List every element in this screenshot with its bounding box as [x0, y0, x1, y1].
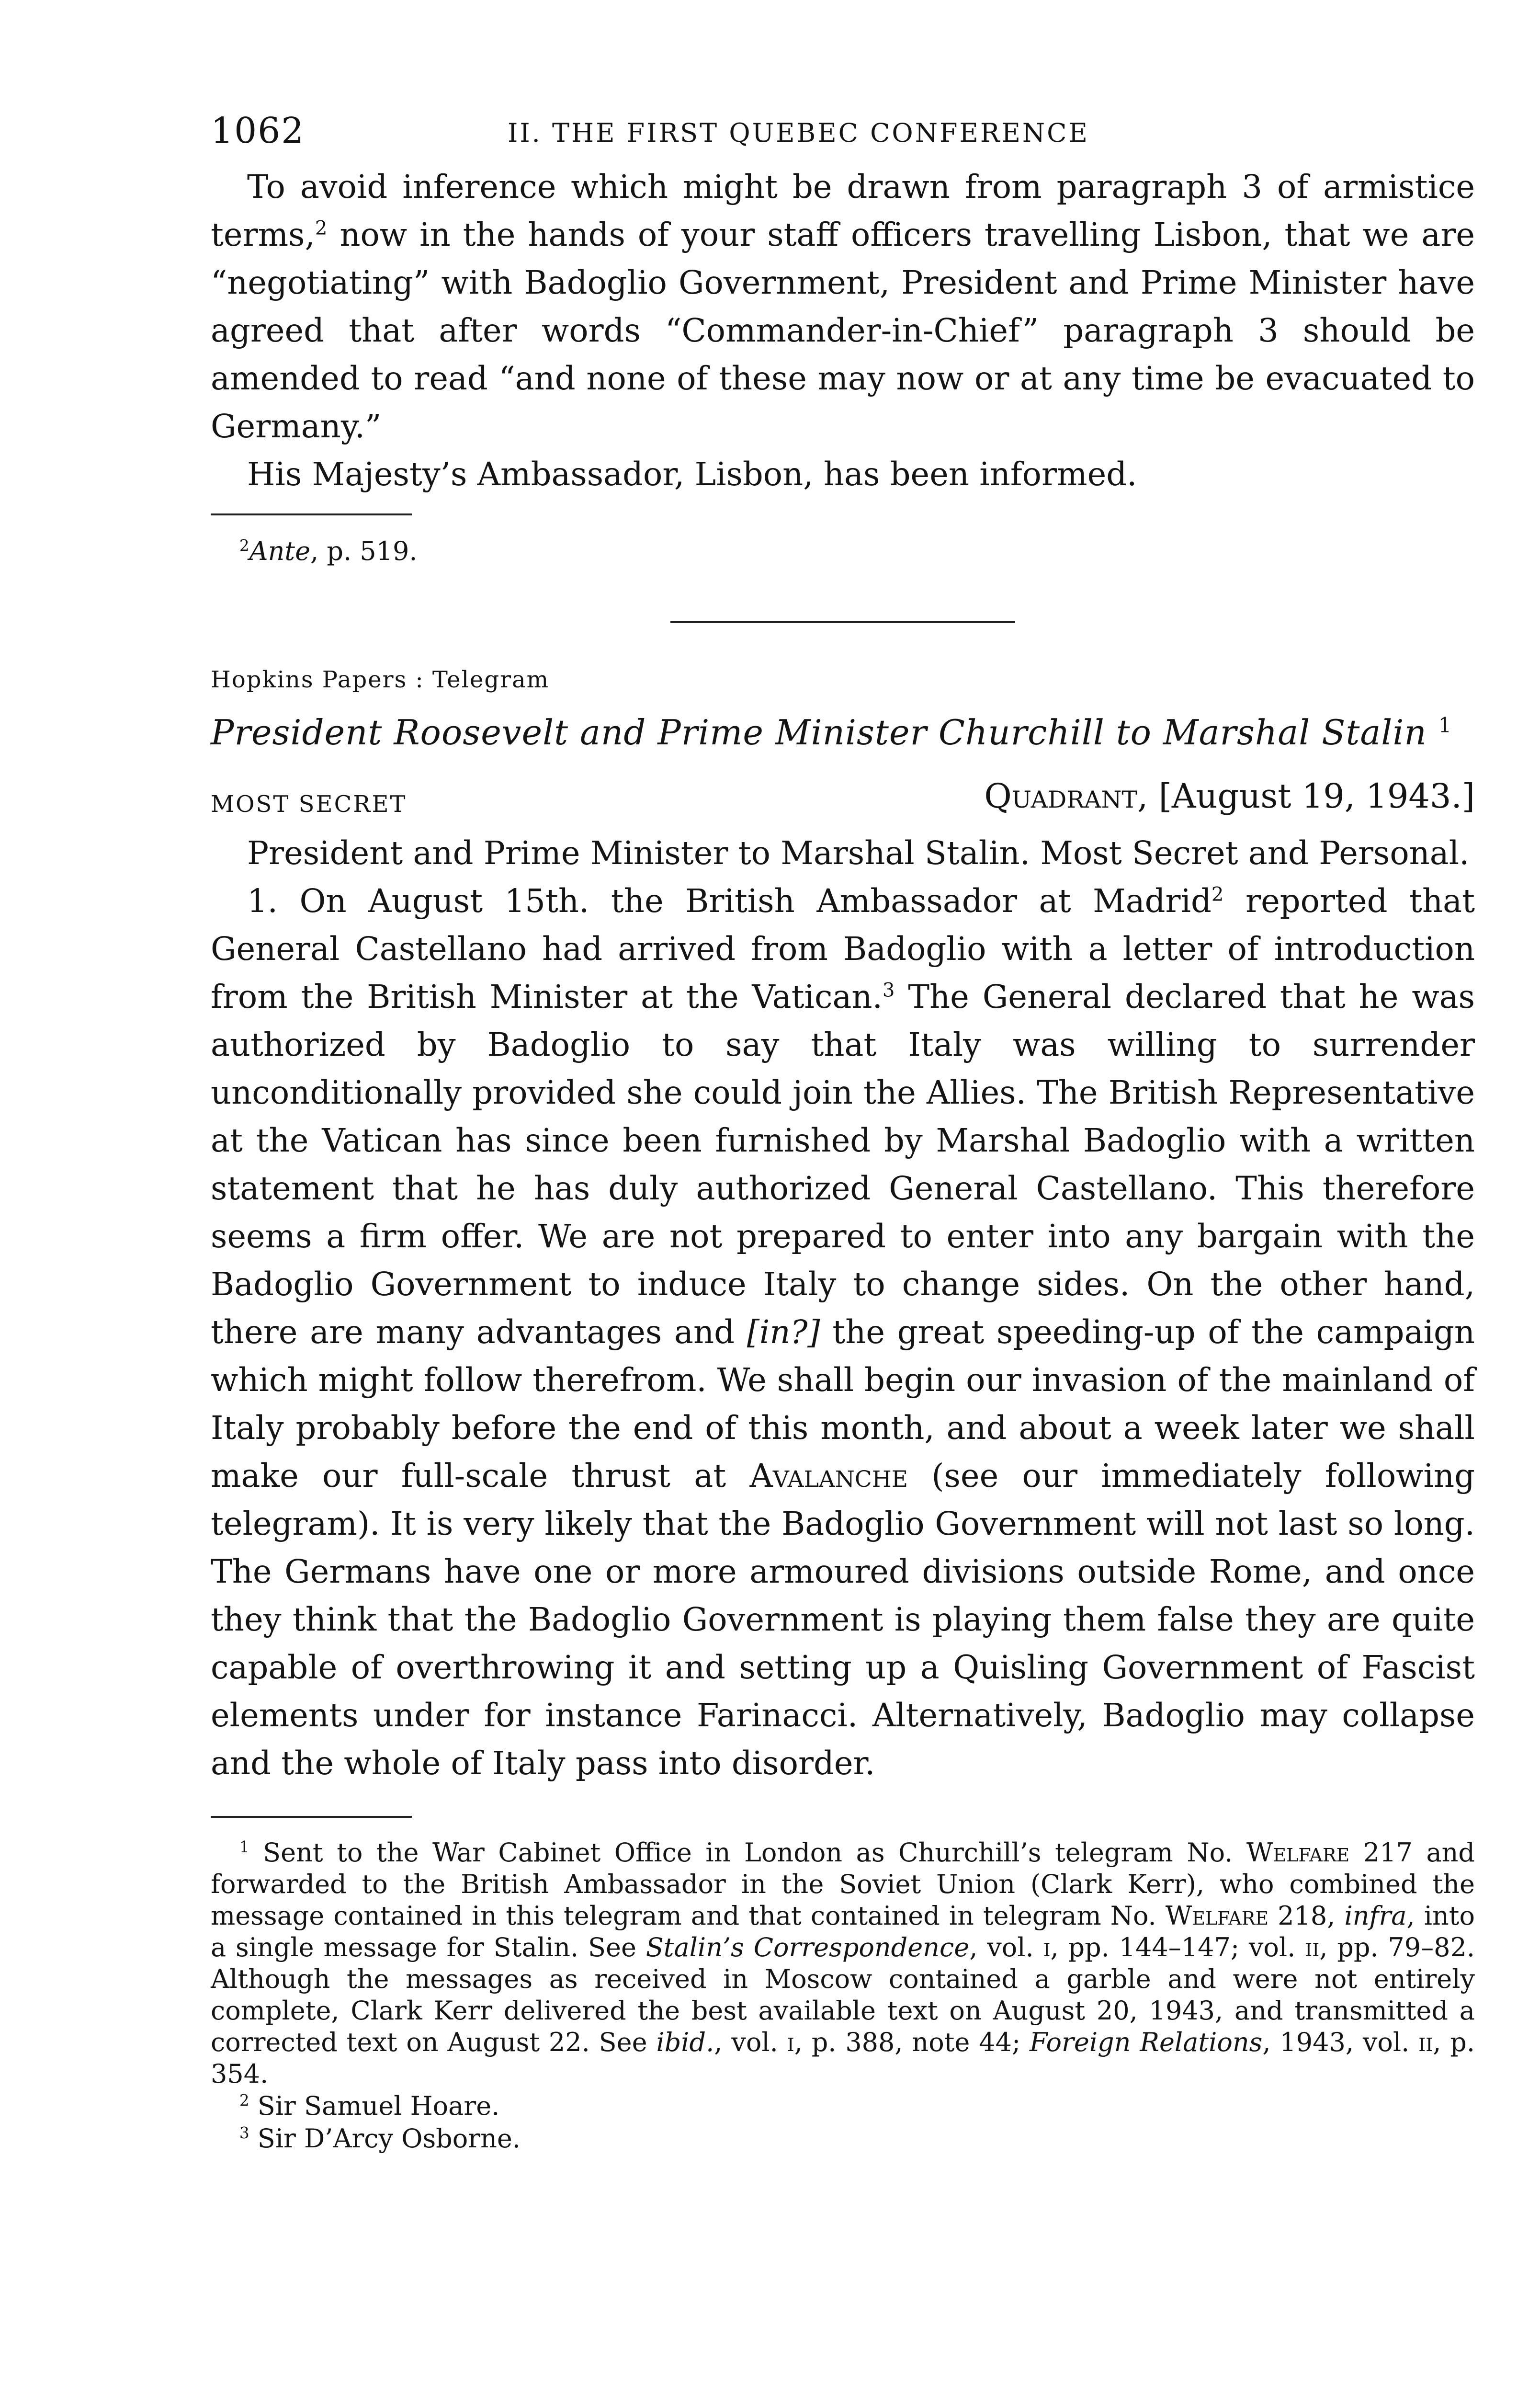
document-source: Hopkins Papers : Telegram — [211, 666, 550, 693]
footnote-1: $^1$ Sent to the War Cabinet Office in London as Churchill’s telegram No. Welfare 217 and forwarded to the British Ambassador in the Soviet Union (Clark Kerr), who combined the message contained in this telegram and that contained in telegram No. Welfare 218, infra, into a single message for Stalin. See Stalin’s Correspondence, vol. i, pp. 144–147; vol. ii, pp. 79–82. Although the messages as received in Moscow contained a garble and were not entirely complete, Clark Kerr delivered the best available text on August 20, 1943, and transmitted a corrected text on August 22. See ibid., vol. i, p. 388, note 44; Foreign Relations, 1943, vol. ii, p. 354. — [211, 1837, 1475, 2089]
running-head — [211, 105, 1475, 163]
footnote-ref: 2 — [1211, 883, 1224, 906]
classification: MOST SECRET — [211, 791, 407, 818]
footnote-ante: $^2$Ante, p. 519. — [239, 536, 418, 566]
footnote-ref: 1 — [1438, 714, 1452, 738]
main-paragraph: 1. On August 15th. the British Ambassador at Madrid$^2$ reported that General Castellano had arrived from Badoglio with a letter of introduction from the British Minister at the Vatican.$^3$ The General declared that he was authorized by Badoglio to say that Italy was willing to surrender unconditionally provided she could join the Allies. The British Representative at the Vatican has since been furnished by Marshal Badoglio with a written statement that he has duly authorized General Castellano. This therefore seems a firm offer. We are not prepared to enter into any bargain with the Badoglio Government to induce Italy to change sides. On the other hand, there are many advantages and [in?] the great speeding-up of the campaign which might follow therefrom. We shall begin our invasion of the mainland of Italy probably before the end of this month, and about a week later we shall make our full-scale thrust at Avalanche (see our immediately following telegram). It is very likely that the Badoglio Government will not last so long. The Germans have one or more armoured divisions outside Rome, and once they think that the Badoglio Government is playing them false they are quite capable of overthrowing it and setting up a Quisling Government of Fascist elements under for instance Farinacci. Alternatively, Badoglio may collapse and the whole of Italy pass into disorder. — [211, 882, 1475, 1782]
opening-paragraph: President and Prime Minister to Marshal Stalin. Most Secret and Personal. — [247, 834, 1470, 872]
footnote-ref: 2 — [315, 217, 328, 240]
footnote-ref: 3 — [882, 979, 895, 1002]
dateline — [211, 776, 1475, 829]
footnotes — [211, 1837, 1475, 2155]
footnote-3: $^3$ Sir D’Arcy Osborne. — [239, 2123, 521, 2154]
footnote-rule — [211, 1816, 412, 1818]
running-title: II. THE FIRST QUEBEC CONFERENCE — [508, 118, 1089, 148]
book-page — [211, 105, 1475, 2155]
footnote-rule — [211, 513, 412, 515]
section-divider — [670, 621, 1015, 623]
footnote-2: $^2$ Sir Samuel Hoare. — [239, 2091, 500, 2121]
place-date: Quadrant, [August 19, 1943.] — [984, 776, 1475, 816]
page-number: 1062 — [211, 110, 305, 151]
codeword: Avalanche — [749, 1457, 908, 1494]
paragraph-ambassador-informed: His Majesty’s Ambassador, Lisbon, has been informed. — [247, 456, 1137, 493]
paragraph-armistice: To avoid inference which might be drawn from paragraph 3 of armistice terms,$^2$ now in the hands of your staff officers travelling Lisbon, that we are “negotiating” with Badoglio Government, President and Prime Minister have agreed that after words “Commander-in-Chief” paragraph 3 should be amended to read “and none of these may now or at any time be evacuated to Germany.” — [211, 168, 1475, 445]
document-title: President Roosevelt and Prime Minister Churchill to Marshal Stalin $^1$ — [211, 712, 1452, 753]
